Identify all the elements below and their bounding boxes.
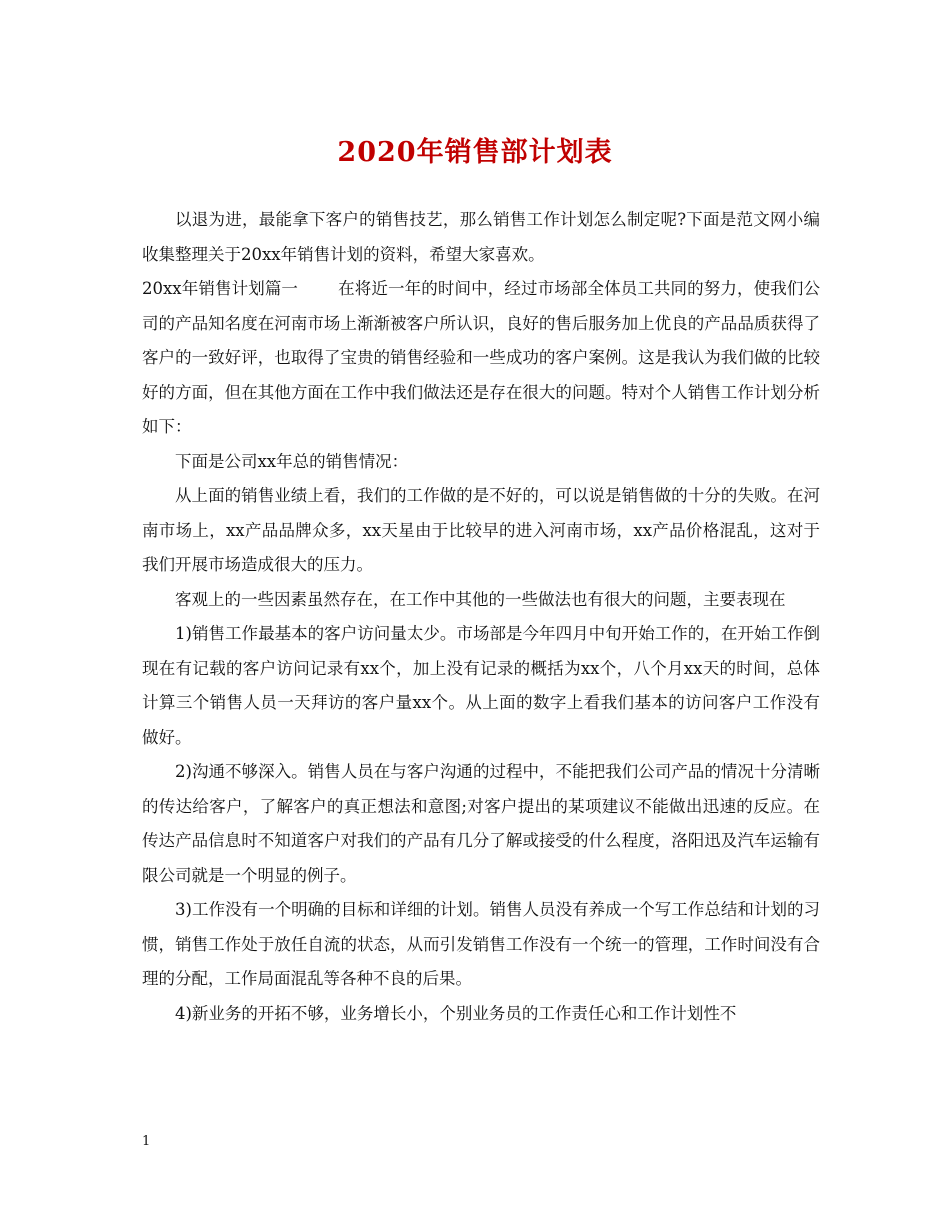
paragraph-issue-4: 4)新业务的开拓不够，业务增长小，个别业务员的工作责任心和工作计划性不 [175,1003,737,1023]
paragraph-issue-3: 3)工作没有一个明确的目标和详细的计划。销售人员没有养成一个写工作总结和计划的习惯，销售工作处于放任自流的状态，从而引发销售工作没有一个统一的管理，工作时间没有合理的分配，工作局面混乱等各种不良的后果。 [142,900,820,988]
paragraph-issue-2: 2)沟通不够深入。销售人员在与客户沟通的过程中，不能把我们公司产品的情况十分清晰的传达给客户，了解客户的真正想法和意图;对客户提出的某项建议不能做出迅速的反应。在传达产品信息时不知道客户对我们的产品有几分了解或接受的什么程度，洛阳迅及汽车运输有限公司就是一个明显的例子。 [142,762,820,885]
section-heading: 20xx年销售计划篇一 [142,279,299,298]
page-number: 1 [142,1134,151,1149]
paragraph-sales-status: 下面是公司xx年总的销售情况： [175,451,409,471]
paragraph-section-one [142,272,820,445]
paragraph-performance: 从上面的销售业绩上看，我们的工作做的是不好的，可以说是销售做的十分的失败。在河南市场上，xx产品品牌众多，xx天星由于比较早的进入河南市场，xx产品价格混乱，这对于我们开展市场造成很大的压力。 [142,486,820,574]
paragraph-issue-1: 1)销售工作最基本的客户访问量太少。市场部是今年四月中旬开始工作的，在开始工作倒现在有记载的客户访问记录有xx个，加上没有记录的概括为xx个，八个月xx天的时间，总体计算三个销售人员一天拜访的客户量xx个。从上面的数字上看我们基本的访问客户工作没有做好。 [142,624,820,747]
document-title: 2020年销售部计划表 [337,137,613,168]
paragraph-intro: 以退为进，最能拿下客户的销售技艺，那么销售工作计划怎么制定呢?下面是范文网小编收集整理关于20xx年销售计划的资料，希望大家喜欢。 [142,210,820,264]
paragraph-issues-intro: 客观上的一些因素虽然存在，在工作中其他的一些做法也有很大的问题，主要表现在 [175,589,786,609]
section-text: 在将近一年的时间中，经过市场部全体员工共同的努力，使我们公司的产品知名度在河南市场上渐渐被客户所认识，良好的售后服务加上优良的产品品质获得了客户的一致好评，也取得了宝贵的销售经验和一些成功的客户案例。这是我认为我们做的比较好的方面，但在其他方面在工作中我们做法还是存在很大的问题。特对个人销售工作计划分析如下： [142,279,821,436]
document-body [142,203,820,1031]
